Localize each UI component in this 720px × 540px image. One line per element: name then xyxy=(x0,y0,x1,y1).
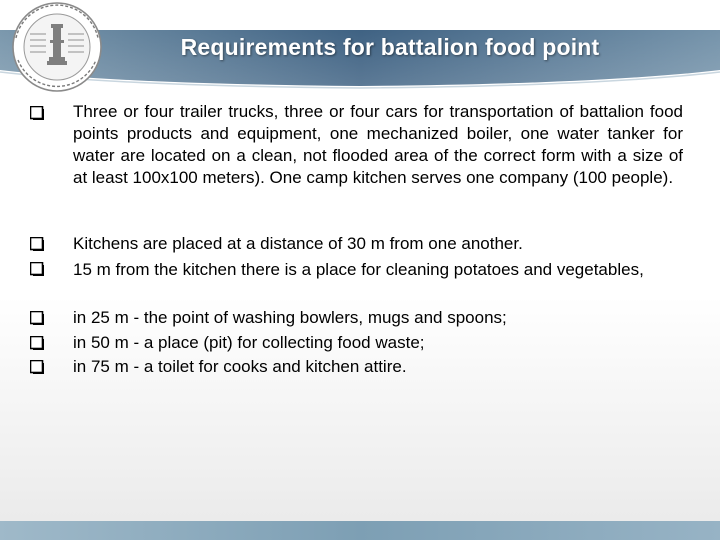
list-item: 15 m from the kitchen there is a place for cleaning potatoes and vegetables, xyxy=(73,260,644,279)
checkbox-square-icon xyxy=(30,106,44,120)
checkbox-square-icon xyxy=(30,336,44,350)
list-item: in 50 m - a place (pit) for collecting food waste; xyxy=(73,333,425,352)
list-item: Kitchens are placed at a distance of 30 m from one another. xyxy=(73,234,523,253)
page-title: Requirements for battalion food point xyxy=(180,34,600,60)
checkbox-square-icon xyxy=(30,360,44,374)
footer-strip xyxy=(0,521,720,540)
list-item: in 25 m - the point of washing bowlers, mugs and spoons; xyxy=(73,308,507,327)
list-item: Three or four trailer trucks, three or four cars for transportation of battalion food points products and equipment, one mechanized boiler, one water tanker for water are located on a clean, not flooded area of the correct form with a size of at least 100x100 meters). One camp kitchen serves one company (100 people). xyxy=(73,102,683,187)
list-item: in 75 m - a toilet for cooks and kitchen attire. xyxy=(73,357,407,376)
checkbox-square-icon xyxy=(30,262,44,276)
checkbox-square-icon xyxy=(30,237,44,251)
university-seal xyxy=(0,0,114,94)
header-band xyxy=(0,0,720,96)
checkbox-square-icon xyxy=(30,311,44,325)
